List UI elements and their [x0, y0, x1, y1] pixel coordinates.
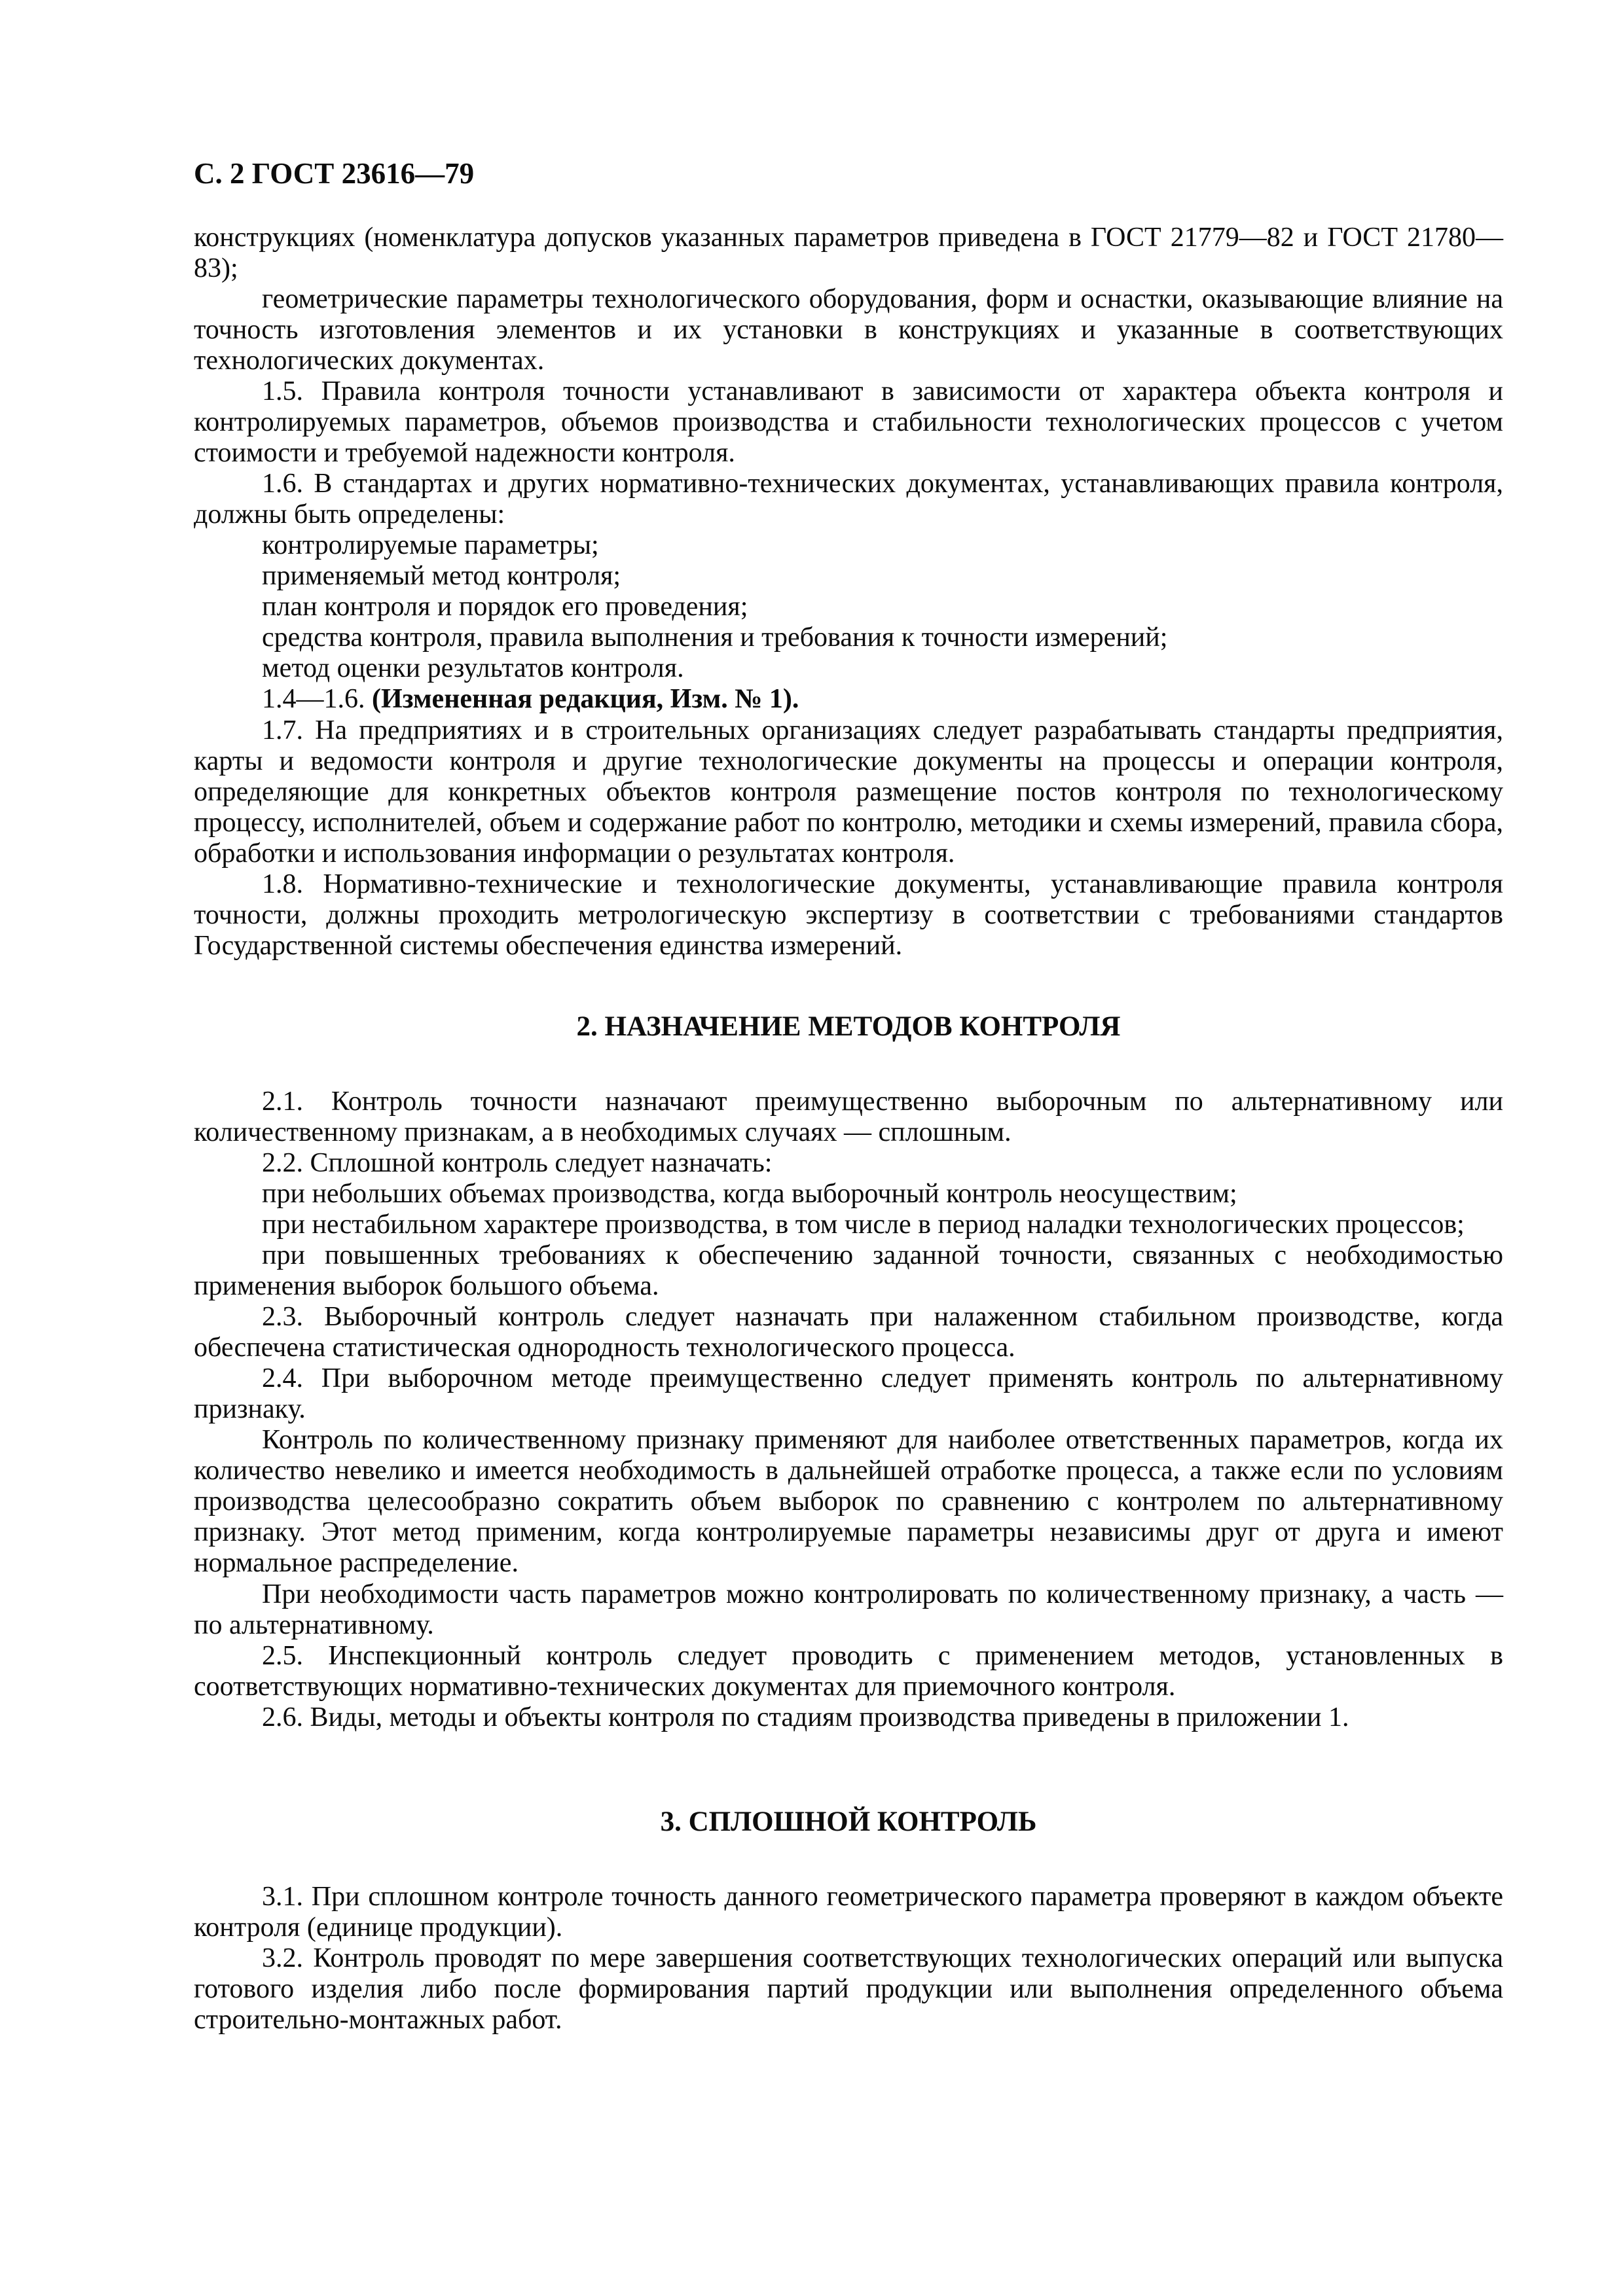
paragraph: [194, 1148, 1503, 1179]
paragraph-text: конструкциях (номенклатура допусков указанных параметров приведена в ГОСТ 21779—82 и ГОСТ 21780—83);: [194, 223, 1503, 284]
paragraph-text: 2.5. Инспекционный контроль следует проводить с применением методов, установленных в соответствующих нормативно-технических документах для приемочного контроля.: [194, 1640, 1503, 1702]
paragraph: [194, 223, 1503, 284]
paragraph-text: 1.7. На предприятиях и в строительных организациях следует разрабатывать стандарты предприятия, карты и ведомости контроля и другие технологические документы на процессы и операции контроля, определяющие для конкретных объектов контроля размещение постов контроля по технологическому процессу, исполнителей, объем и содержание работ по контролю, методики и схемы измерений, правила сбора, обработки и использования информации о результатах контроля.: [194, 715, 1503, 869]
paragraph: [194, 1086, 1503, 1148]
paragraph-text: 3.1. При сплошном контроле точность данного геометрического параметра проверяют в каждом объекте контроля (единице продукции).: [194, 1882, 1503, 1943]
section-3-body: [194, 1882, 1503, 2036]
bold-note: (Измененная редакция, Изм. № 1).: [372, 684, 799, 715]
section-2-body: [194, 1086, 1503, 1733]
paragraph: [194, 684, 1503, 715]
paragraph: [194, 715, 1503, 869]
paragraph: [194, 530, 1503, 561]
paragraph-text: средства контроля, правила выполнения и требования к точности измерений;: [262, 622, 1168, 653]
paragraph-text: 2.4. При выборочном методе преимущественно следует применять контроль по альтернативному признаку.: [194, 1363, 1503, 1425]
paragraph: [194, 1425, 1503, 1579]
paragraph-text: 2.3. Выборочный контроль следует назначать при налаженном стабильном производстве, когда обеспечена статистическая однородность технологического процесса.: [194, 1302, 1503, 1363]
paragraph-text: 2.6. Виды, методы и объекты контроля по стадиям производства приведены в приложении 1.: [262, 1702, 1349, 1732]
paragraph: [194, 1943, 1503, 2036]
paragraph-text: Контроль по количественному признаку применяют для наиболее ответственных параметров, когда их количество невелико и имеется необходимость в дальнейшей отработке процесса, а также если по условиям производства целесообразно сократить объем выборок по сравнению с контролем по альтернативному признаку. Этот метод применим, когда контролируемые параметры независимы друг от друга и имеют нормальное распределение.: [194, 1425, 1503, 1579]
page-header: С. 2 ГОСТ 23616—79: [194, 157, 475, 190]
paragraph: [194, 376, 1503, 469]
paragraph: [194, 869, 1503, 961]
paragraph-text: метод оценки результатов контроля.: [262, 653, 684, 684]
paragraph: [194, 1882, 1503, 1943]
paragraph: [194, 1240, 1503, 1302]
paragraph-text: 1.5. Правила контроля точности устанавливают в зависимости от характера объекта контроля и контролируемых параметров, объемов производства и стабильности технологических процессов с учетом стоимости и требуемой надежности контроля.: [194, 376, 1503, 469]
section-2-title: 2. НАЗНАЧЕНИЕ МЕТОДОВ КОНТРОЛЯ: [576, 1011, 1121, 1042]
paragraph: [194, 1302, 1503, 1363]
paragraph: [194, 653, 1503, 684]
paragraph: [194, 1210, 1503, 1240]
paragraph-text: геометрические параметры технологического оборудования, форм и оснастки, оказывающие влияние на точность изготовления элементов и их установки в конструкциях и указанные в соответствующих технологических документах.: [194, 284, 1503, 376]
paragraph-text: При необходимости часть параметров можно контролировать по количественному признаку, а часть — по альтернативному.: [194, 1579, 1503, 1640]
paragraph-text: при небольших объемах производства, когда выборочный контроль неосуществим;: [262, 1179, 1237, 1210]
paragraph: [194, 284, 1503, 376]
paragraph-text: 2.1. Контроль точности назначают преимущественно выборочным по альтернативному или количественному признакам, а в необходимых случаях — сплошным.: [194, 1086, 1503, 1148]
paragraph: [194, 1702, 1503, 1733]
paragraph-text: 3.2. Контроль проводят по мере завершения соответствующих технологических операций или выпуска готового изделия либо после формирования партий продукции или выполнения определенного объема строительно-монтажных работ.: [194, 1943, 1503, 2036]
paragraph-text: 1.8. Нормативно-технические и технологические документы, устанавливающие правила контроля точности, должны проходить метрологическую экспертизу в соответствии с требованиями стандартов Государственной системы обеспечения единства измерений.: [194, 869, 1503, 961]
paragraph-text: 1.4—1.6.: [262, 684, 372, 715]
paragraph-text: 2.2. Сплошной контроль следует назначать:: [262, 1148, 773, 1179]
paragraph: [194, 1363, 1503, 1425]
section-3-title: 3. СПЛОШНОЙ КОНТРОЛЬ: [660, 1806, 1037, 1837]
paragraph: [194, 1641, 1503, 1702]
paragraph-text: при нестабильном характере производства, в том числе в период наладки технологических процессов;: [262, 1210, 1465, 1240]
paragraph-text: применяемый метод контроля;: [262, 561, 621, 592]
paragraph-text: контролируемые параметры;: [262, 530, 599, 561]
paragraph: [194, 469, 1503, 530]
paragraph: [194, 592, 1503, 622]
paragraph-text: при повышенных требованиях к обеспечению заданной точности, связанных с необходимостью применения выборок большого объема.: [194, 1240, 1503, 1302]
paragraph-text: план контроля и порядок его проведения;: [262, 592, 748, 622]
paragraph: [194, 1579, 1503, 1641]
paragraph: [194, 1179, 1503, 1210]
paragraph: [194, 561, 1503, 592]
section-1-continuation: [194, 223, 1503, 961]
paragraph-text: 1.6. В стандартах и других нормативно-технических документах, устанавливающих правила контроля, должны быть определены:: [194, 469, 1503, 530]
paragraph: [194, 622, 1503, 653]
